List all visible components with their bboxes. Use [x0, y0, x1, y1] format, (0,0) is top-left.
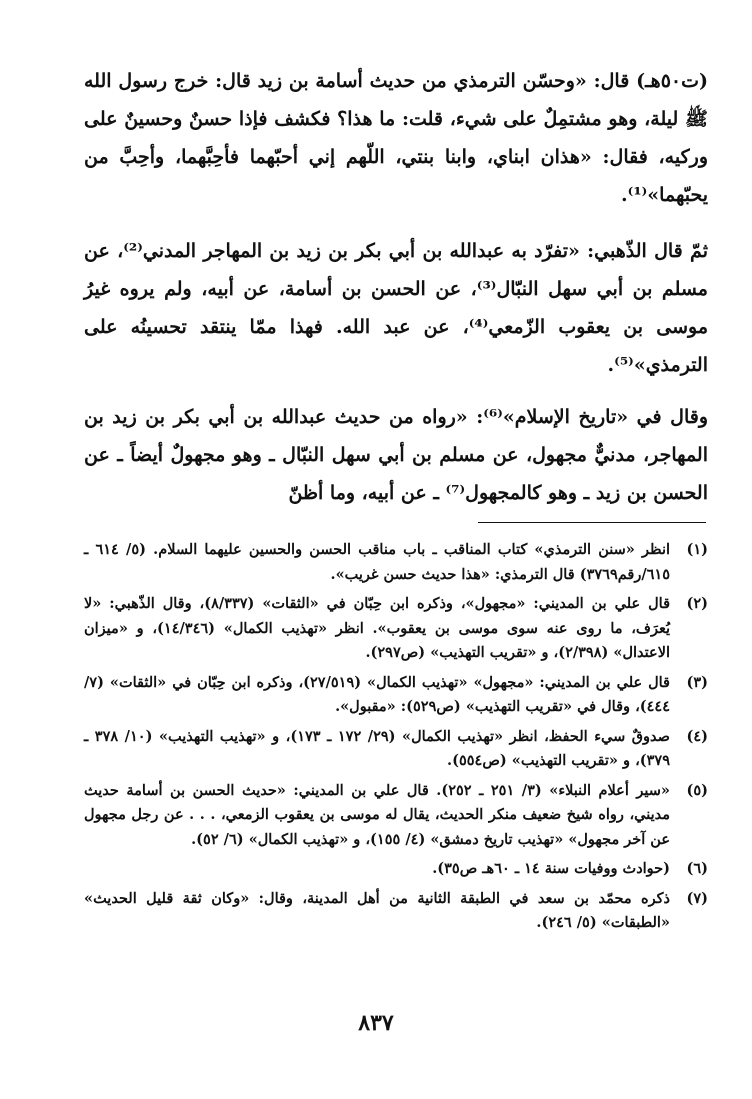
footnote-number: (٤) — [686, 727, 708, 745]
body-paragraph-1: (ت٥٠هـ) قال: «وحسّن الترمذي من حديث أسامة بن زيد قال: خرج رسول الله ﷺ ليلة، وهو مشتمِلٌ على شيء، قلت: ما هذا؟ فكشف فإذا حسنٌ وحسينٌ على وركيه، فقال: «هذان ابناي، وابنا بنتي، اللّهم إني أحبّهما فأحِبَّهما، وأحِبَّ من يحبّهما»⁽¹⁾. — [84, 70, 708, 206]
footnote-number: (١) — [686, 541, 708, 558]
body-paragraph-2: ثمّ قال الذّهبي: «تفرّد به عبدالله بن أبي بكر بن زيد بن المهاجر المدني⁽²⁾، عن مسلم بن أبي سهل النبّال⁽³⁾، عن الحسن بن أسامة، عن أبيه، ولم يروه غيرُ موسى بن يعقوب الزّمعي⁽⁴⁾، عن عبد الله. فهذا ممّا ينتقد تحسينُه على الترمذي»⁽⁵⁾. — [84, 240, 708, 376]
footnote-number: (٧) — [686, 889, 708, 907]
footnote-separator — [478, 522, 706, 523]
footnote-6 — [84, 857, 708, 882]
footnote-text: انظر «سنن الترمذي» كتاب المناقب ـ باب مناقب الحسن والحسين عليهما السلام. (٥/ ٦١٤ ـ ٦١٥/رقم٣٧٦٩) قال الترمذي: «هذا حديث حسن غريب». — [84, 541, 671, 583]
footnote-7 — [84, 887, 708, 936]
footnote-4 — [84, 725, 708, 774]
footnote-5 — [84, 779, 708, 853]
footnote-text: قال علي بن المديني: «مجهول» «تهذيب الكمال» (٢٧/٥١٩)، وذكره ابن حِبّان في «الثقات» (٧/ ٤٤٤)، وقال في «تقريب التهذيب» (ص٥٢٩): «مقبول». — [84, 673, 670, 715]
footnote-number: (٢) — [686, 595, 708, 612]
footnote-text: «سير أعلام النبلاء» (٣/ ٢٥١ ـ ٢٥٢). قال علي بن المديني: «حديث الحسن بن أسامة حديث مديني، رواه شيخ ضعيف منكر الحديث، يقال له موسى بن يعقوب الزمعي، . . . عن رجل مجهول عن آخر مجهول» «تهذيب تاريخ دمشق» (٤/ ١٥٥)، و «تهذيب الكمال» (٦/ ٥٢). — [84, 781, 671, 848]
footnote-number: (٣) — [686, 673, 708, 691]
footnote-3 — [84, 671, 708, 720]
body-paragraph-3: وقال في «تاريخ الإسلام»⁽⁶⁾: «رواه من حديث عبدالله بن أبي بكر بن زيد بن المهاجر، مدنيٌّ مجهول، عن مسلم بن أبي سهل النبّال ـ وهو مجهولٌ أيضاً ـ عن الحسن بن زيد ـ وهو كالمجهول⁽⁷⁾ ـ عن أبيه، وما أظنّ — [84, 406, 709, 504]
footnote-text: قال علي بن المديني: «مجهول»، وذكره ابن حِبّان في «الثقات» (٨/٣٣٧)، وقال الذّهبي: «لا يُعرَف، ما روى عنه سوى موسى بن يعقوب». انظر «تهذيب الكمال» (١٤/٣٤٦)، و «ميزان الاعتدال» (٢/٣٩٨)، و «تقريب التهذيب» (ص٢٩٧). — [84, 595, 671, 661]
footnote-text: (حوادث ووفيات سنة ١٤ ـ ٦٠هـ ص٣٥). — [432, 860, 670, 877]
footnote-1 — [84, 538, 708, 587]
footnote-text: ذكره محمّد بن سعد في الطبقة الثانية من أهل المدينة، وقال: «وكان ثقة قليل الحديث» «الطبقات» (٥/ ٢٤٦). — [84, 889, 670, 931]
footnote-number: (٥) — [686, 781, 708, 799]
footnote-2 — [84, 592, 708, 666]
footnote-number: (٦) — [686, 860, 708, 877]
page-number: ٨٣٧ — [358, 1010, 394, 1036]
footnotes-section — [84, 538, 708, 941]
footnote-text: صدوقٌ سيء الحفظ، انظر «تهذيب الكمال» (٢٩/ ١٧٢ ـ ١٧٣)، و «تهذيب التهذيب» (١٠/ ٣٧٨ ـ ٣٧٩)، و «تقريب التهذيب» (ص٥٥٤). — [84, 727, 670, 769]
